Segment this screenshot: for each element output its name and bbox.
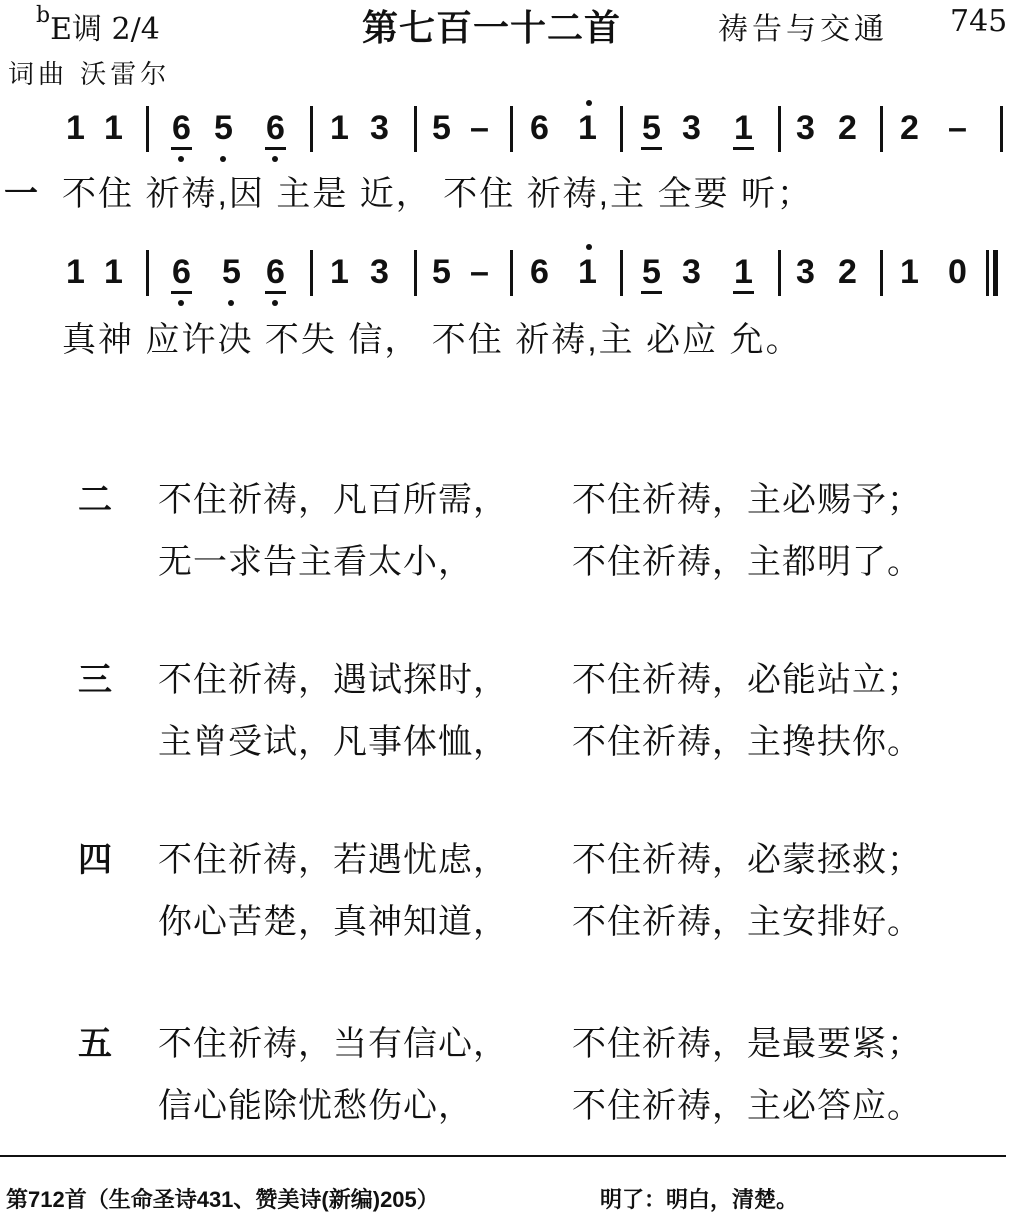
verse-number: 四	[78, 841, 112, 879]
footer-divider	[0, 1155, 1006, 1157]
note: 3	[370, 109, 389, 147]
note: 3	[796, 253, 815, 291]
barline	[620, 250, 623, 296]
source-note: 第712首（生命圣诗431、赞美诗(新编)205）	[6, 1187, 439, 1212]
verse-line: 你心苦楚，真神知道，	[158, 902, 508, 942]
note: 6	[530, 253, 549, 291]
note: 1	[66, 253, 85, 291]
note: 3	[682, 109, 701, 147]
note: 6	[266, 253, 285, 291]
note: 1	[104, 109, 123, 147]
barline	[880, 250, 883, 296]
note: 6	[172, 253, 191, 291]
verse-number: 二	[78, 481, 112, 519]
key-text: E调 2/4	[50, 12, 160, 47]
barline	[414, 106, 417, 152]
note: 0	[948, 253, 967, 291]
note: 1	[104, 253, 123, 291]
barline	[146, 106, 149, 152]
note: 1	[900, 253, 919, 291]
note: –	[470, 109, 489, 147]
note: 1	[734, 253, 753, 291]
flat-sign: b	[36, 3, 51, 28]
lyrics-line-1: 不住 祈祷,因 主是 近， 不住 祈祷,主 全要 听；	[62, 175, 814, 213]
barline	[146, 250, 149, 296]
barline	[510, 250, 513, 296]
lyrics-line-2: 真神 应许决 不失 信， 不住 祈祷,主 必应 允。	[62, 321, 802, 359]
verse-line: 不住祈祷，主都明了。	[572, 542, 922, 582]
barline	[778, 250, 781, 296]
note: 5	[432, 253, 451, 291]
verse-line: 不住祈祷，遇试探时，	[158, 660, 508, 700]
note: 5	[222, 253, 241, 291]
note: 1	[734, 109, 753, 147]
page-number: 745	[950, 4, 1008, 39]
barline	[310, 106, 313, 152]
note: 6	[266, 109, 285, 147]
barline	[880, 106, 883, 152]
verse-line: 信心能除忧愁伤心，	[158, 1086, 473, 1126]
verse-line: 不住祈祷，主安排好。	[572, 902, 922, 942]
verse-line: 不住祈祷，必能站立；	[572, 660, 922, 700]
barline	[620, 106, 623, 152]
note: 5	[432, 109, 451, 147]
verse-line: 主曾受试，凡事体恤，	[158, 722, 508, 762]
hymn-title: 第七百一十二首	[362, 7, 622, 48]
note: 5	[642, 109, 661, 147]
note: 5	[642, 253, 661, 291]
note: 2	[838, 253, 857, 291]
footnote: 明了：明白，清楚。	[600, 1187, 799, 1212]
author-credit: 词曲 沃雷尔	[8, 60, 171, 90]
barline	[778, 106, 781, 152]
verse-number: 五	[78, 1025, 112, 1063]
verse-line: 不住祈祷，主必赐予；	[572, 480, 922, 520]
note: 2	[900, 109, 919, 147]
note: 3	[370, 253, 389, 291]
verse-line: 不住祈祷，当有信心，	[158, 1024, 508, 1064]
verse-line: 不住祈祷，是最要紧；	[572, 1024, 922, 1064]
barline	[1000, 106, 1003, 152]
note: 1	[578, 253, 597, 291]
verse-line: 不住祈祷，主必答应。	[572, 1086, 922, 1126]
category-label: 祷告与交通	[718, 12, 888, 47]
barline	[414, 250, 417, 296]
barline	[310, 250, 313, 296]
note: 1	[66, 109, 85, 147]
verse-line: 不住祈祷，若遇忧虑，	[158, 840, 508, 880]
final-barline-thick	[993, 250, 998, 296]
note: 3	[682, 253, 701, 291]
note: 1	[330, 109, 349, 147]
verse-line: 不住祈祷，必蒙拯救；	[572, 840, 922, 880]
note: 6	[530, 109, 549, 147]
final-barline-thin	[986, 250, 989, 296]
key-signature	[36, 4, 160, 48]
note: 1	[578, 109, 597, 147]
verse-line: 不住祈祷，凡百所需，	[158, 480, 508, 520]
verse-number: 三	[78, 661, 112, 699]
note: 2	[838, 109, 857, 147]
note: 5	[214, 109, 233, 147]
note: 6	[172, 109, 191, 147]
verse-line: 无一求告主看太小，	[158, 542, 473, 582]
note: –	[470, 253, 489, 291]
verse-line: 不住祈祷，主搀扶你。	[572, 722, 922, 762]
note: –	[948, 109, 967, 147]
note: 3	[796, 109, 815, 147]
barline	[510, 106, 513, 152]
verse-marker-1: 一	[4, 175, 40, 213]
note: 1	[330, 253, 349, 291]
